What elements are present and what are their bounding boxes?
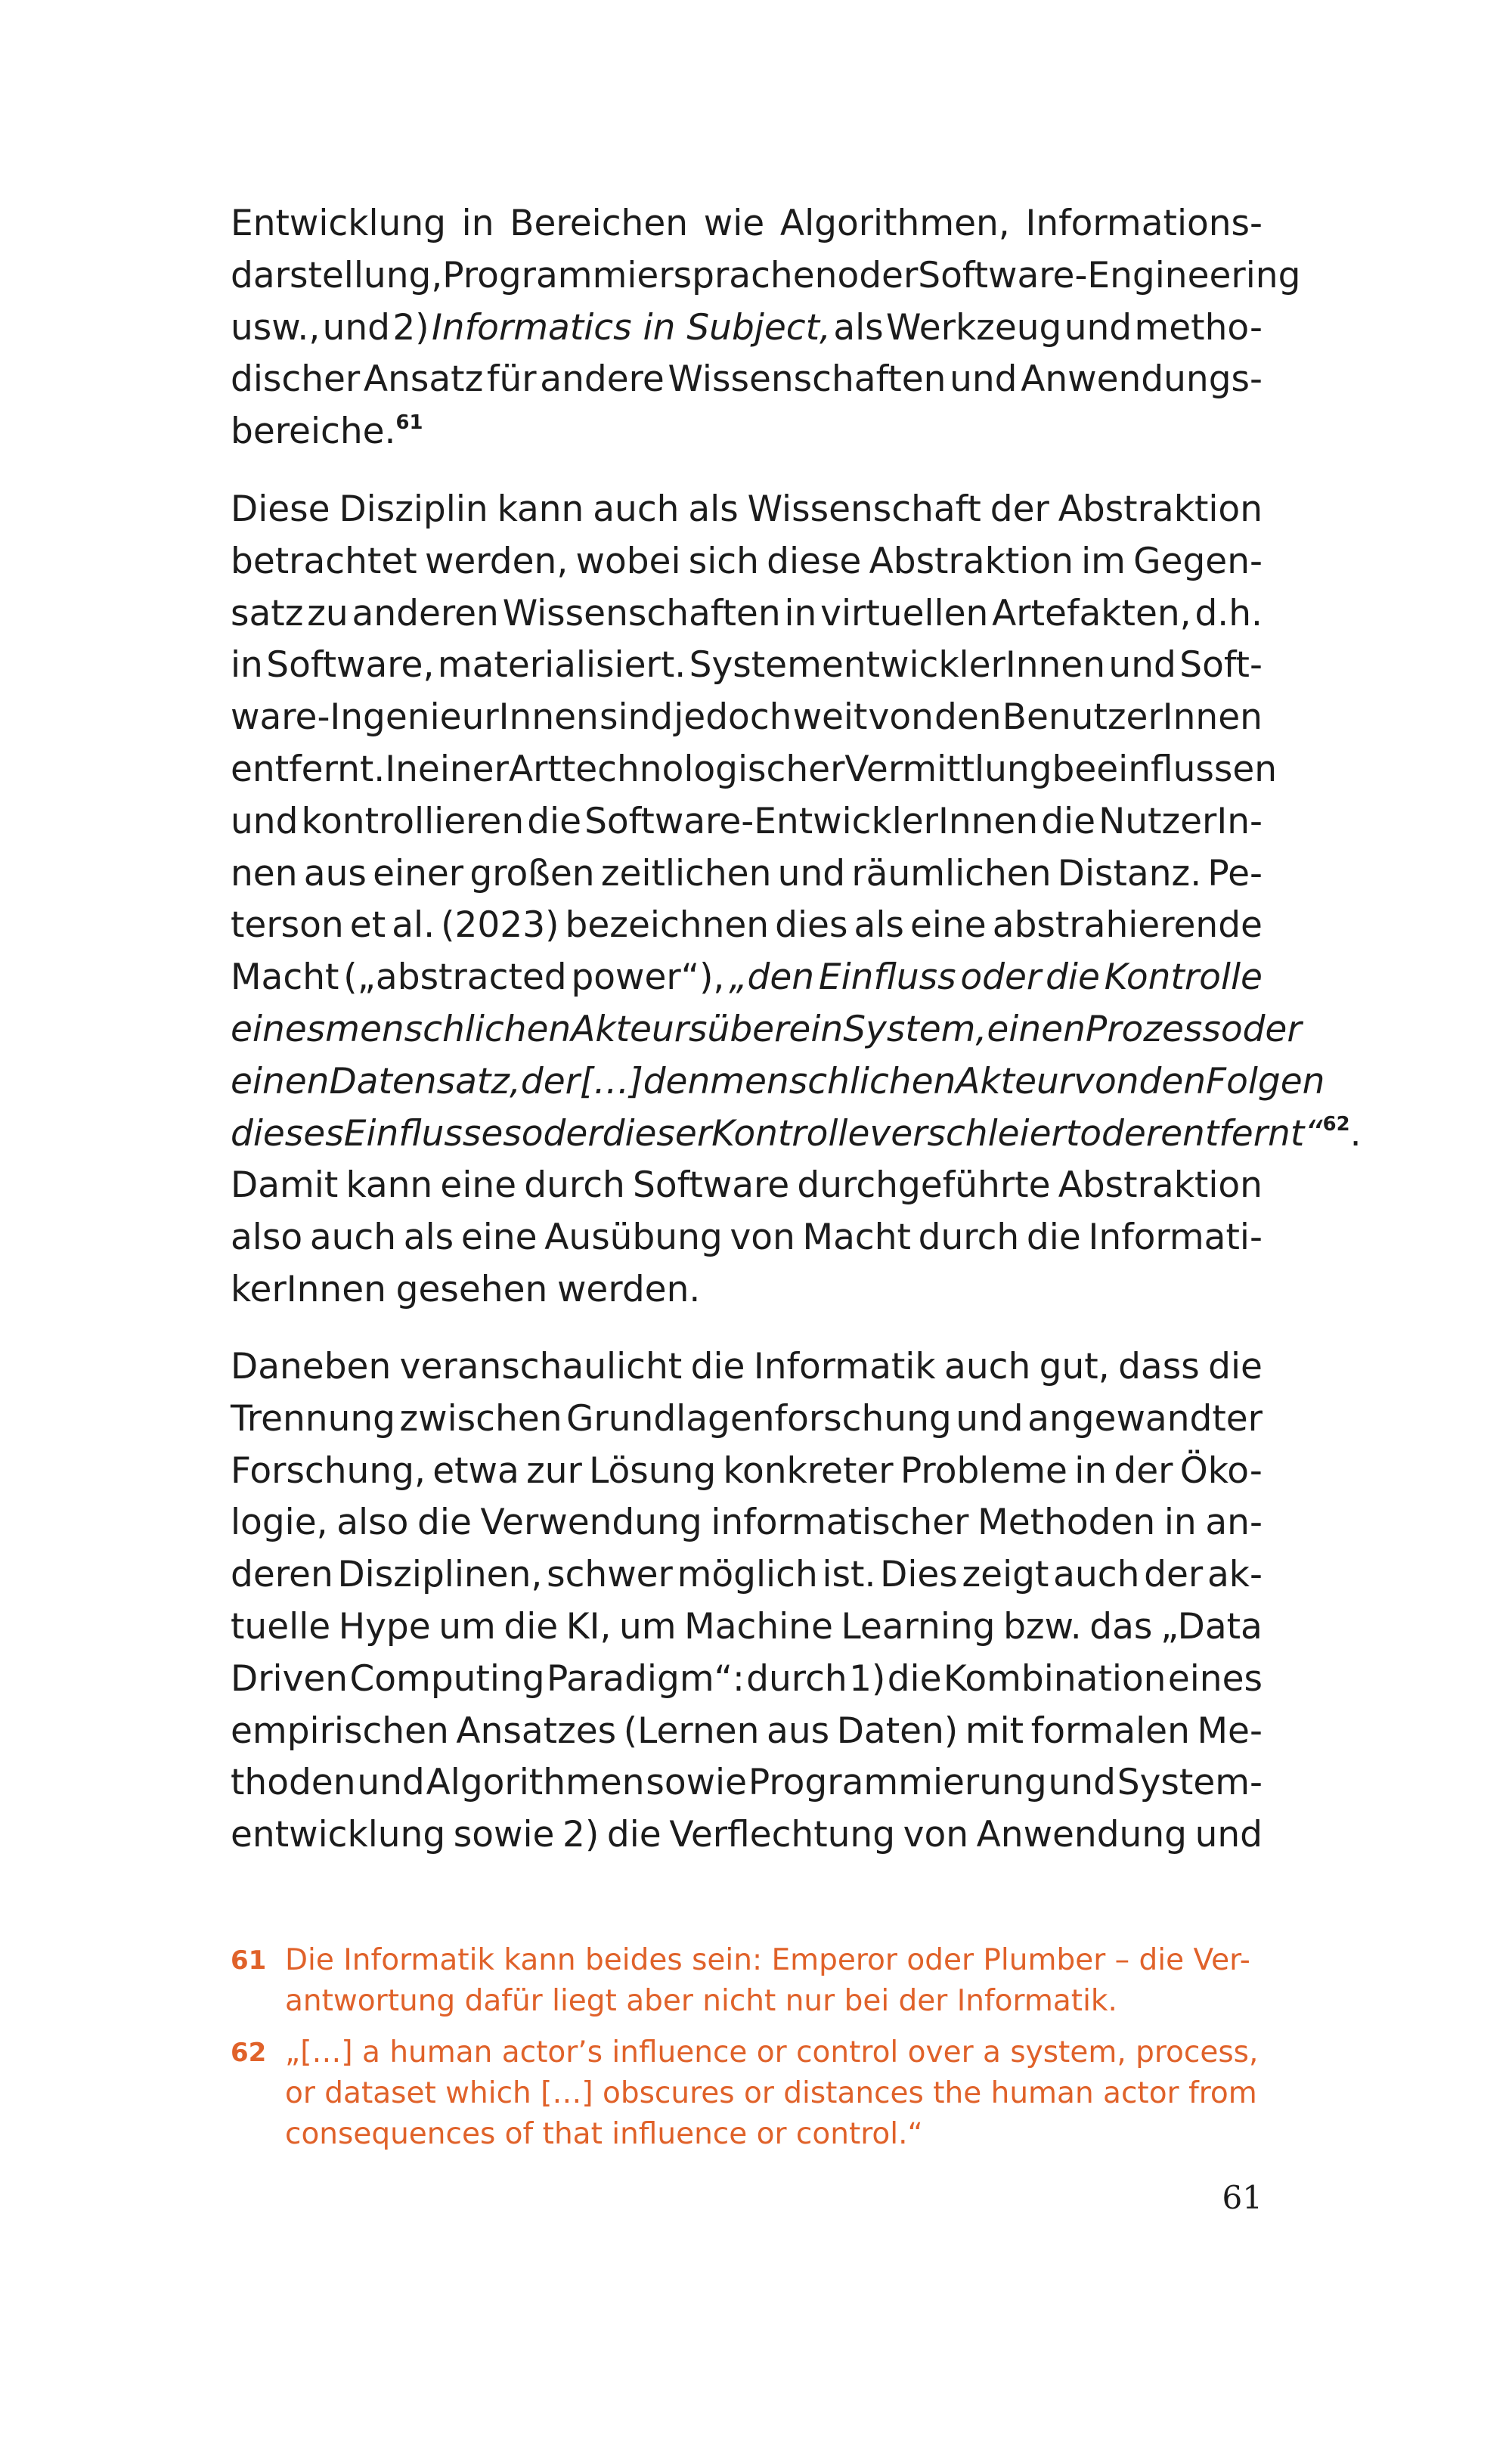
- word: die: [1041, 800, 1096, 842]
- word: Bereichen: [510, 203, 689, 244]
- word: logie,: [231, 1502, 328, 1544]
- word: sich: [688, 540, 759, 582]
- word: (Lernen: [623, 1710, 760, 1752]
- word: Entwicklung: [231, 203, 446, 244]
- word: Abstraktion: [1058, 488, 1263, 530]
- text-line: [231, 1757, 1263, 1809]
- quote-word: der: [520, 1060, 580, 1102]
- quote-word: System,: [843, 1008, 987, 1050]
- quote-word: Kontrolle: [1104, 956, 1263, 999]
- italic-term: Informatics in Subject,: [431, 306, 831, 349]
- word: und: [357, 1762, 425, 1804]
- quote-word: dieses: [231, 1112, 344, 1155]
- word: in: [1163, 1502, 1197, 1544]
- text-line: [231, 302, 1263, 355]
- word: eines: [1167, 1657, 1263, 1700]
- word: Wissenschaft: [747, 488, 981, 530]
- word: virtuellen: [820, 592, 989, 634]
- footnote-ref-62[interactable]: 62: [1322, 1113, 1350, 1136]
- word: Verflechtung: [669, 1814, 896, 1856]
- word: und: [950, 358, 1018, 401]
- word: (2023): [441, 904, 559, 947]
- word: die: [503, 1605, 559, 1648]
- word: entfernt“$^{62}$.: [1160, 1112, 1362, 1155]
- word: Programmierung: [748, 1762, 1047, 1804]
- word: wobei: [575, 540, 681, 582]
- quote-word: Prozess: [1085, 1008, 1221, 1050]
- footnote-number[interactable]: 62: [231, 2038, 267, 2068]
- footnote-line: or dataset which […] obscures or distances the human actor from: [285, 2076, 1257, 2110]
- word: Probleme: [900, 1449, 1067, 1492]
- word: Me-: [1197, 1710, 1263, 1752]
- word: eine: [910, 904, 987, 947]
- word: Software-EntwicklerInnen: [584, 800, 1039, 842]
- quote-word: Einflusses: [343, 1112, 522, 1155]
- word: veranschaulicht: [399, 1346, 683, 1387]
- word: et: [349, 904, 386, 947]
- word: Hype: [338, 1605, 431, 1648]
- word: Informati-: [1088, 1217, 1263, 1259]
- text-line: [231, 848, 1263, 901]
- word: sowie: [646, 1762, 748, 1804]
- text-line: [231, 692, 1263, 744]
- word: Verwendung: [480, 1502, 702, 1544]
- word: Programmiersprachen: [442, 254, 838, 296]
- footnote-line: antwortung dafür liegt aber nicht nur bei der Informatik.: [285, 1984, 1117, 2018]
- word: das: [1089, 1605, 1153, 1648]
- word: und: [1108, 644, 1176, 687]
- quote-word: menschlichen: [710, 1060, 956, 1102]
- word: oder: [837, 254, 919, 296]
- footnote-number[interactable]: 61: [231, 1945, 267, 1976]
- word: zwischen: [399, 1397, 562, 1440]
- paragraph-3: [231, 1341, 1263, 1862]
- word: die: [887, 1657, 942, 1700]
- word: als: [688, 488, 739, 530]
- word: Trennung: [231, 1397, 395, 1440]
- word: NutzerIn-: [1098, 800, 1263, 842]
- word: zeitlichen: [600, 852, 772, 894]
- quote-word: Datensatz,: [329, 1060, 521, 1102]
- quote-word: eines: [231, 1008, 326, 1050]
- word: auch: [1053, 1554, 1140, 1596]
- word: formalen: [1030, 1710, 1190, 1752]
- quote-word: oder: [960, 956, 1042, 999]
- word: 1): [849, 1657, 886, 1700]
- text-line: [231, 1809, 1263, 1862]
- text-line: [231, 354, 1263, 406]
- text-line: [231, 1549, 1263, 1601]
- word: räumlichen: [851, 852, 1052, 894]
- text-line: [231, 1497, 1263, 1549]
- word: Disziplin: [339, 488, 488, 530]
- word: zu: [307, 592, 349, 634]
- text-line: [231, 1056, 1325, 1108]
- word: Werkzeug: [886, 306, 1062, 349]
- word: In: [385, 748, 418, 790]
- word: den: [934, 696, 1002, 739]
- word: die: [417, 1502, 472, 1544]
- footnotes: [231, 1940, 1259, 2165]
- word: Software: [633, 1164, 790, 1207]
- text-line: [231, 796, 1263, 848]
- word: Machine: [684, 1605, 833, 1648]
- paragraph-2: [231, 484, 1362, 1316]
- word: entfernt.: [231, 748, 386, 790]
- quote-word: oder: [1220, 1008, 1302, 1050]
- word: kann: [345, 1164, 433, 1207]
- word: tuelle: [231, 1605, 331, 1648]
- word: nen: [231, 852, 298, 894]
- footnote-line: Die Informatik kann beides sein: Emperor oder Plumber – die Ver-: [285, 1943, 1250, 1977]
- text-line: [231, 1601, 1263, 1654]
- word: ak-: [1207, 1554, 1263, 1596]
- quote-word: Folgen: [1206, 1060, 1325, 1102]
- word: und: [231, 800, 299, 842]
- text-line: [231, 1446, 1263, 1498]
- quote-word: verschleiert: [869, 1112, 1080, 1155]
- word: beeinflussen: [1052, 748, 1278, 790]
- text-line: [231, 952, 1263, 1004]
- quote-word: den: [643, 1060, 711, 1102]
- footnote-text: [285, 1940, 1250, 2022]
- word: jedoch: [674, 696, 792, 739]
- quote-word: […]: [580, 1060, 643, 1102]
- quote-word: den: [1139, 1060, 1207, 1102]
- text-line: [231, 900, 1263, 952]
- word: mit: [965, 1710, 1024, 1752]
- word: 2): [392, 306, 429, 349]
- footnote-text: [285, 2032, 1258, 2155]
- word: durch: [918, 1217, 1020, 1259]
- word: empirischen: [231, 1710, 449, 1752]
- word: darstellung,: [231, 254, 443, 296]
- word: zeigt: [962, 1554, 1049, 1596]
- word: aus: [767, 1710, 830, 1752]
- text-line: [231, 536, 1263, 588]
- quote-word: Akteur: [956, 1060, 1074, 1102]
- word: durch: [524, 1164, 625, 1207]
- word: von: [903, 1814, 969, 1856]
- word: gut,: [1039, 1346, 1110, 1387]
- word: ist.: [822, 1554, 876, 1596]
- word: von: [730, 1217, 795, 1259]
- word: durch: [746, 1657, 847, 1700]
- word: Diese: [231, 488, 330, 530]
- word: Methoden: [978, 1502, 1156, 1544]
- quote-word: von: [1074, 1060, 1139, 1102]
- word: Daten): [836, 1710, 959, 1752]
- text-line: [231, 406, 1263, 458]
- footnote-62: [231, 2032, 1259, 2155]
- word: kerInnen: [231, 1268, 386, 1310]
- word: diese: [767, 540, 862, 582]
- word: al.: [392, 904, 435, 947]
- text-line: [231, 1108, 1362, 1161]
- word: die: [606, 1814, 662, 1856]
- text-line: [231, 484, 1263, 536]
- word: Anwendungs-: [1021, 358, 1263, 401]
- word: einer: [417, 748, 509, 790]
- text-line: [231, 1393, 1263, 1446]
- word: Abstraktion: [1058, 1164, 1263, 1207]
- word: und: [322, 306, 391, 349]
- word: power“),: [571, 956, 725, 999]
- word: schwer: [547, 1554, 673, 1596]
- word: für: [486, 358, 537, 401]
- word: bereiche.$^{61}$: [231, 411, 423, 453]
- word: auch: [309, 1217, 397, 1259]
- word: im: [1081, 540, 1126, 582]
- word: Vermittlung: [844, 748, 1052, 790]
- word: materialisiert.: [437, 644, 686, 687]
- text-line: [231, 1706, 1263, 1758]
- word: usw.,: [231, 306, 321, 349]
- text-line: [231, 744, 1278, 796]
- word: dies: [775, 904, 848, 947]
- quote-word: oder: [521, 1112, 603, 1155]
- word: sowie: [453, 1814, 555, 1856]
- word: und: [1194, 1814, 1263, 1856]
- word: sind: [599, 696, 674, 739]
- quote-word: Akteurs: [571, 1008, 708, 1050]
- text-line: [231, 640, 1263, 692]
- word: Software-Engineering: [918, 254, 1301, 296]
- quote-word: einen: [987, 1008, 1086, 1050]
- word: die: [1026, 1217, 1081, 1259]
- word: Grundlagenforschung: [566, 1397, 952, 1440]
- word: in: [231, 644, 263, 687]
- word: um: [618, 1605, 677, 1648]
- word: von: [868, 696, 934, 739]
- text-line: [231, 1264, 1263, 1316]
- text-line: [231, 1341, 1263, 1393]
- word: andere: [540, 358, 665, 401]
- word: einer: [373, 852, 464, 894]
- word: Computing: [349, 1657, 545, 1700]
- word: an-: [1205, 1502, 1263, 1544]
- word: um: [438, 1605, 496, 1648]
- footnote-ref-61[interactable]: 61: [395, 411, 423, 434]
- quote-word: einen: [231, 1060, 330, 1102]
- word: eine: [440, 1164, 517, 1207]
- word: entwicklung: [231, 1814, 446, 1856]
- text-line: [231, 1212, 1263, 1264]
- word: auch: [593, 488, 680, 530]
- word: Paradigm“:: [546, 1657, 745, 1700]
- footnote-61: [231, 1940, 1250, 2022]
- text-line: [231, 1160, 1263, 1212]
- word: also: [231, 1217, 303, 1259]
- word: Wissenschaften: [502, 592, 781, 634]
- quote-word: dieser: [602, 1112, 712, 1155]
- word: anderen: [352, 592, 499, 634]
- word: kann: [497, 488, 584, 530]
- word: System-: [1117, 1762, 1263, 1804]
- text-line: [231, 198, 1263, 250]
- word: und: [956, 1397, 1024, 1440]
- word: („abstracted: [343, 956, 567, 999]
- word: Disziplinen,: [337, 1554, 543, 1596]
- word: Öko-: [1179, 1449, 1263, 1492]
- word: eine: [460, 1217, 538, 1259]
- word: betrachtet: [231, 540, 417, 582]
- word: in: [784, 592, 817, 634]
- quote-word: menschlichen: [325, 1008, 572, 1050]
- word: SystementwicklerInnen: [689, 644, 1106, 687]
- word: als: [833, 306, 884, 349]
- word: gesehen: [395, 1268, 548, 1310]
- word: etwa: [432, 1449, 519, 1492]
- word: zur: [526, 1449, 582, 1492]
- word: Informatik: [753, 1346, 936, 1387]
- text-line: [231, 250, 1301, 302]
- word: in: [1074, 1449, 1108, 1492]
- word: Macht: [231, 956, 339, 999]
- word: Algorithmen: [426, 1762, 645, 1804]
- word: als: [403, 1217, 454, 1259]
- word: technologischer: [561, 748, 845, 790]
- word: Artefakten,: [992, 592, 1191, 634]
- word: Algorithmen,: [779, 203, 1010, 244]
- word: thoden: [231, 1762, 356, 1804]
- word: der: [1144, 1554, 1204, 1596]
- word: Macht: [802, 1217, 911, 1259]
- word: discher: [231, 358, 361, 401]
- word: Damit: [231, 1164, 339, 1207]
- word: „Data: [1160, 1605, 1263, 1648]
- quote-word: Einfluss: [818, 956, 956, 999]
- word: und: [1064, 306, 1132, 349]
- word: Gegen-: [1133, 540, 1263, 582]
- quote-word: die: [1046, 956, 1100, 999]
- word: auch: [944, 1346, 1031, 1387]
- word: Ausübung: [544, 1217, 723, 1259]
- word: möglich: [677, 1554, 818, 1596]
- word: der: [990, 488, 1049, 530]
- word: Lösung: [589, 1449, 717, 1492]
- word: als: [854, 904, 904, 947]
- word: Driven: [231, 1657, 349, 1700]
- text-line: [231, 1654, 1263, 1706]
- word: und: [777, 852, 846, 894]
- word: KI,: [565, 1605, 612, 1648]
- footnote-line: „[…] a human actor’s influence or control over a system, process,: [285, 2035, 1259, 2069]
- word: Informations-: [1025, 203, 1263, 244]
- word: Software,: [266, 644, 435, 687]
- word: deren: [231, 1554, 333, 1596]
- word: metho-: [1134, 306, 1263, 349]
- word: 2): [562, 1814, 600, 1856]
- word: bezeichnen: [565, 904, 770, 947]
- text-line: [231, 588, 1263, 640]
- quote-word: „den: [729, 956, 815, 999]
- word: die: [690, 1346, 745, 1387]
- quote-word: Kontrolle: [711, 1112, 870, 1155]
- quote-word: ein: [789, 1008, 844, 1050]
- word: also: [336, 1502, 409, 1544]
- word: die: [527, 800, 582, 842]
- word: und: [1048, 1762, 1116, 1804]
- quote-word: oder: [1080, 1112, 1161, 1155]
- word: bzw.: [1003, 1605, 1082, 1648]
- word: wie: [703, 203, 765, 244]
- word: kontrollieren: [301, 800, 525, 842]
- paragraph-1: [231, 198, 1301, 458]
- word: Daneben: [231, 1346, 392, 1387]
- word: terson: [231, 904, 344, 947]
- word: Ansatzes: [456, 1710, 617, 1752]
- word: Wissenschaften: [668, 358, 947, 401]
- word: die: [1208, 1346, 1263, 1387]
- word: durchgeführte: [797, 1164, 1051, 1207]
- word: Kombination: [943, 1657, 1167, 1700]
- word: Art: [508, 748, 562, 790]
- footnote-line: consequences of that influence or control.“: [285, 2117, 923, 2151]
- word: konkreter: [723, 1449, 894, 1492]
- word: Anwendung: [976, 1814, 1187, 1856]
- word: informatischer: [711, 1502, 969, 1544]
- word: werden.: [556, 1268, 701, 1310]
- word: satz: [231, 592, 304, 634]
- page-number: 61: [1222, 2179, 1263, 2216]
- word: aus: [303, 852, 367, 894]
- text-line: [231, 1004, 1302, 1056]
- word: Ansatz: [363, 358, 484, 401]
- word: Pe-: [1207, 852, 1263, 894]
- word: Abstraktion: [869, 540, 1074, 582]
- word: in: [461, 203, 494, 244]
- word: angewandter: [1027, 1397, 1263, 1440]
- word: der: [1114, 1449, 1173, 1492]
- word: ware-IngenieurInnen: [231, 696, 599, 739]
- word: Forschung,: [231, 1449, 426, 1492]
- word: Distanz.: [1057, 852, 1202, 894]
- quote-word: über: [707, 1008, 789, 1050]
- word: dass: [1118, 1346, 1200, 1387]
- word: Learning: [841, 1605, 996, 1648]
- word: Dies: [880, 1554, 958, 1596]
- word: weit: [792, 696, 868, 739]
- word: BenutzerInnen: [1002, 696, 1263, 739]
- word: d.h.: [1194, 592, 1263, 634]
- word: werden,: [424, 540, 569, 582]
- word: abstrahierende: [992, 904, 1263, 947]
- word: großen: [469, 852, 595, 894]
- word: Soft-: [1179, 644, 1263, 687]
